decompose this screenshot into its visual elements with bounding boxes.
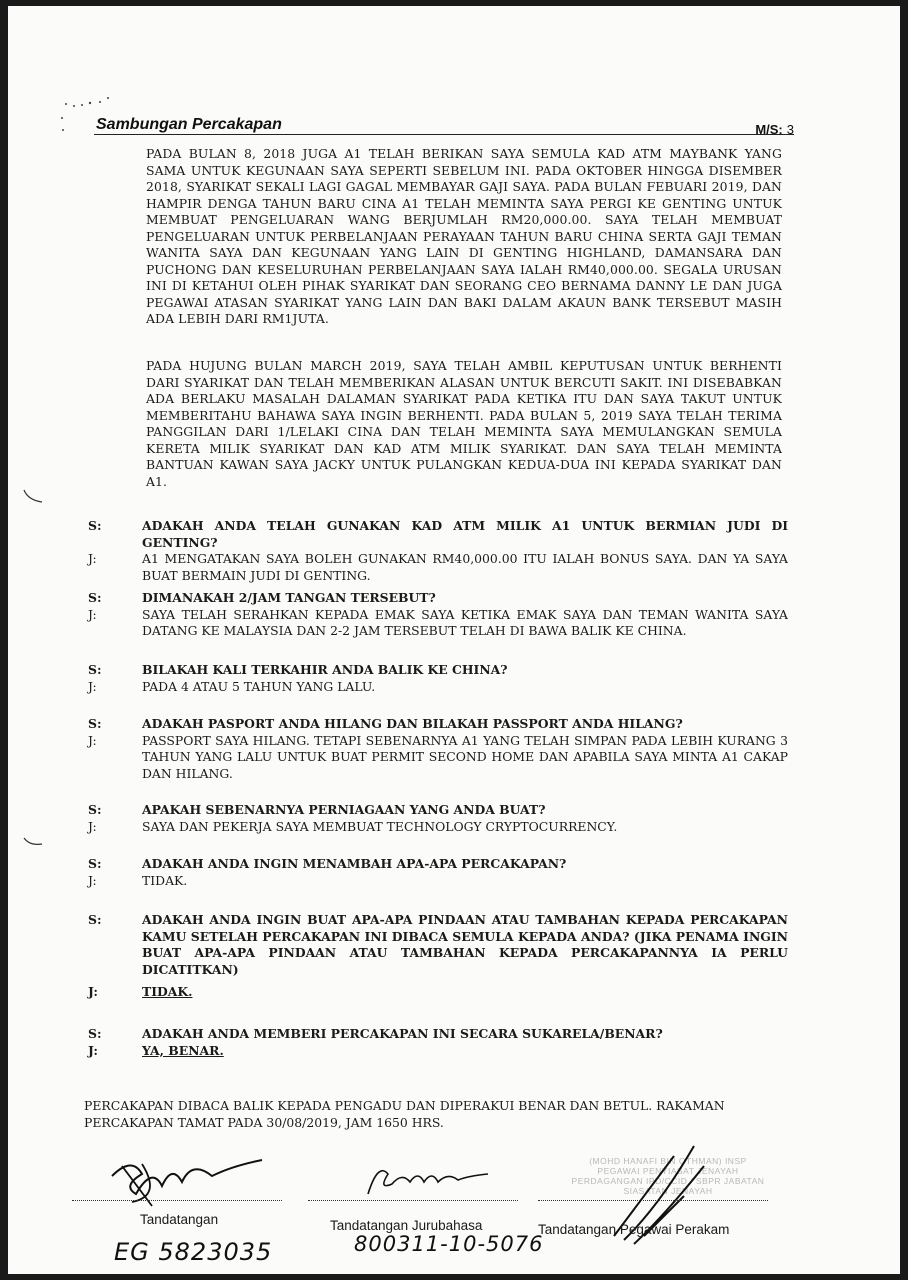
question-label: S: xyxy=(88,802,102,817)
question-text: DIMANAKAH 2/JAM TANGAN TERSEBUT? xyxy=(142,590,436,605)
binding-mark-icon xyxy=(20,482,50,512)
answer-text: TIDAK. xyxy=(142,984,193,999)
answer-label: J: xyxy=(88,678,97,694)
question-text: ADAKAH ANDA INGIN BUAT APA-APA PINDAAN ATAU TAMBAHAN KEPADA PERCAKAPAN KAMU SETELAH PERCAKAPAN INI DIBACA SEMULA KEPADA ANDA? (JIKA PENAMA INGIN BUAT APA-APA PINDAAN ATAU TAMBAHAN KEPADA PERCAKAPANNYA IA PERLU DICATITKAN) xyxy=(142,912,788,977)
question-text: ADAKAH ANDA INGIN MENAMBAH APA-APA PERCAKAPAN? xyxy=(142,856,567,871)
binding-mark-icon xyxy=(20,832,50,862)
qa-block xyxy=(88,590,788,640)
closing-statement: PERCAKAPAN DIBACA BALIK KEPADA PENGADU DAN DIPERAKUI BENAR DAN BETUL. RAKAMAN PERCAKAPAN TAMAT PADA 30/08/2019, JAM 1650 HRS. xyxy=(84,1098,725,1130)
page-label: M/S: xyxy=(755,122,783,137)
question-text: ADAKAH ANDA MEMBERI PERCAKAPAN INI SECARA SUKARELA/BENAR? xyxy=(142,1026,663,1041)
answer-label: J: xyxy=(88,732,97,748)
official-stamp: (MOHD HANAFI BIN OTHMAN) INSP PEGAWAI PENYIASAT JENAYAH PERDAGANGAN IPD/CCID / SBPR JABATAN SIASATAN JENAYAH xyxy=(571,1156,765,1196)
handwritten-ic-number: 800311-10-5076 xyxy=(354,1232,544,1256)
officer-signature-label: Tandatangan Pegawai Perakam xyxy=(538,1222,730,1237)
interpreter-signature-label: Tandatangan Jurubahasa xyxy=(330,1218,483,1233)
signature-line xyxy=(72,1200,282,1201)
document-page xyxy=(8,6,900,1274)
answer-text: YA, BENAR. xyxy=(142,1042,224,1058)
signature-line xyxy=(538,1200,768,1201)
answer-label: J: xyxy=(88,1042,98,1058)
question-label: S: xyxy=(88,856,102,871)
signature-label: Tandatangan xyxy=(140,1212,219,1227)
answer-label: J: xyxy=(88,551,97,566)
signature-scribble-1 xyxy=(92,1146,292,1216)
question-label: S: xyxy=(88,912,102,927)
answer-label: J: xyxy=(88,984,98,999)
question-label: S: xyxy=(88,716,102,731)
question-text: APAKAH SEBENARNYA PERNIAGAAN YANG ANDA BUAT? xyxy=(142,802,546,817)
qa-block xyxy=(88,1026,788,1059)
question-text: ADAKAH PASPORT ANDA HILANG DAN BILAKAH PASSPORT ANDA HILANG? xyxy=(142,716,683,731)
answer-label: J: xyxy=(88,818,97,834)
signature-scribble-2 xyxy=(358,1154,508,1204)
qa-block xyxy=(88,912,788,1001)
qa-block xyxy=(88,802,788,835)
answer-text: PADA 4 ATAU 5 TAHUN YANG LALU. xyxy=(142,678,376,694)
answer-text: SAYA TELAH SERAHKAN KEPADA EMAK SAYA KETIKA EMAK SAYA DAN TEMAN WANITA SAYA DATANG KE MALAYSIA DAN 2-2 JAM TERSEBUT TELAH DI BAWA BALIK KE CHINA. xyxy=(142,606,788,638)
qa-block xyxy=(88,856,788,889)
handwritten-id: EG 5823035 xyxy=(114,1238,273,1266)
page-number: 3 xyxy=(786,122,794,137)
question-label: S: xyxy=(88,590,102,605)
statement-paragraph-2: PADA HUJUNG BULAN MARCH 2019, SAYA TELAH AMBIL KEPUTUSAN UNTUK BERHENTI DARI SYARIKAT DAN TELAH MEMBERIKAN ALASAN UNTUK BERCUTI SAKIT. INI DISEBABKAN ADA BERLAKU MASALAH DALAMAN SYARIKAT PADA KETIKA ITU DAN SAYA TAKUT UNTUK MEMBERITAHU BAHAWA SAYA INGIN BERHENTI. PADA BULAN 5, 2019 SAYA TELAH TERIMA PANGGILAN DARI 1/LELAKI CINA DAN TELAH MEMINTA SAYA MEMULANGKAN SEMULA KERETA MILIK SYARIKAT DAN KAD ATM MILIK SYARIKAT. DAN SAYA TELAH MEMINTA BANTUAN KAWAN SAYA JACKY UNTUK PULANGKAN KEDUA-DUA INI KEPADA SYARIKAT DAN A1. xyxy=(146,358,782,489)
answer-text: PASSPORT SAYA HILANG. TETAPI SEBENARNYA A1 YANG TELAH SIMPAN PADA LEBIH KURANG 3 TAHUN YANG LALU UNTUK BUAT PERMIT SECOND HOME DAN APABILA SAYA MINTA A1 CAKAP DAN HILANG. xyxy=(142,732,788,781)
statement-paragraph-1: PADA BULAN 8, 2018 JUGA A1 TELAH BERIKAN SAYA SEMULA KAD ATM MAYBANK YANG SAMA UNTUK KEGUNAAN SAYA SEPERTI SEBELUM INI. PADA OKTOBER HINGGA DISEMBER 2018, SYARIKAT SEKALI LAGI GAGAL MEMBAYAR GAJI SAYA. PADA BULAN FEBUARI 2019, DAN HAMPIR DENGA TAHUN BARU CINA A1 TELAH MEMINTA SAYA PERGI KE GENTING UNTUK MEMBUAT PENGELUARAN WANG BERJUMLAH RM20,000.00. SAYA TELAH MEMBUAT PENGELUARAN UNTUK PERBELANJAAN PERAYAAN TAHUN BARU CHINA SERTA GAJI TEMAN WANITA SAYA DAN KEGUNAAN YANG LAIN DI GENTING HIGHLAND, DAMANSARA DAN PUCHONG DAN KESELURUHAN PERBELANJAAN SAYA IALAH RM40,000.00. SEGALA URUSAN INI DI KETAHUI OLEH PIHAK SYARIKAT DAN SEORANG CEO BERNAMA DANNY LE DAN JUGA PEGAWAI ATASAN SYARIKAT YANG LAIN DAN BAKI DALAM AKAUN BANK TERSEBUT MASIH ADA LEBIH DARI RM1JUTA. xyxy=(146,146,782,326)
question-label: S: xyxy=(88,662,102,677)
question-text: ADAKAH ANDA TELAH GUNAKAN KAD ATM MILIK A1 UNTUK BERMIAN JUDI DI GENTING? xyxy=(142,518,788,550)
answer-text: A1 MENGATAKAN SAYA BOLEH GUNAKAN RM40,000.00 ITU IALAH BONUS SAYA. DAN YA SAYA BUAT BERMAIN JUDI DI GENTING. xyxy=(142,551,788,583)
question-label: S: xyxy=(88,518,102,533)
header-divider xyxy=(94,134,794,135)
question-text: BILAKAH KALI TERKAHIR ANDA BALIK KE CHINA? xyxy=(142,662,508,677)
qa-block xyxy=(88,518,788,584)
answer-text: TIDAK. xyxy=(142,872,188,888)
signature-line xyxy=(308,1200,518,1201)
section-title: Sambungan Percakapan xyxy=(96,116,282,133)
answer-text: SAYA DAN PEKERJA SAYA MEMBUAT TECHNOLOGY CRYPTOCURRENCY. xyxy=(142,818,618,834)
answer-label: J: xyxy=(88,606,97,622)
qa-block xyxy=(88,716,788,782)
answer-label: J: xyxy=(88,872,97,888)
qa-block xyxy=(88,662,788,695)
question-label: S: xyxy=(88,1026,102,1041)
